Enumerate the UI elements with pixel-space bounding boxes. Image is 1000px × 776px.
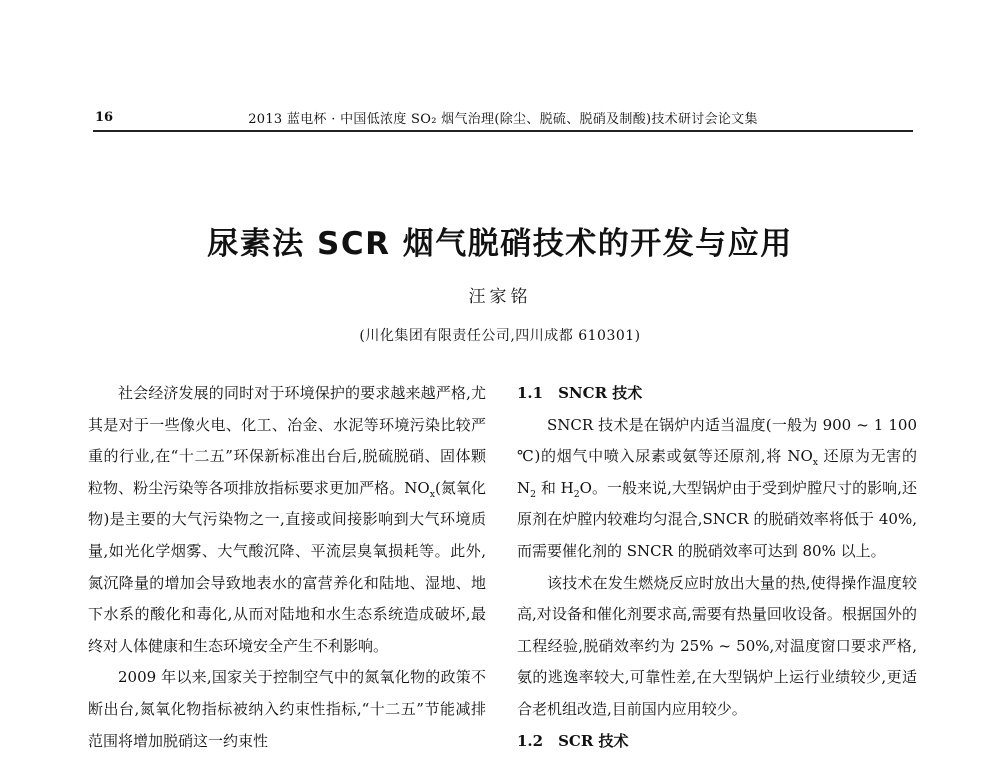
left-column — [88, 378, 486, 757]
section-heading-scr: 1.2 SCR 技术 — [517, 731, 629, 750]
left-paragraph-1: 社会经济发展的同时对于环境保护的要求越来越严格,尤其是对于一些像火电、化工、冶金、水泥等环境污染比较严重的行业,在“十二五”环保新标准出台后,脱硫脱硝、固体颗粒物、粉尘污染等各项排放指标要求更加严格。$NO_x$(氮氧化物)是主要的大气污染物之一,直接或间接影响到大气环境质量,如光化学烟雾、大气酸沉降、平流层臭氧损耗等。此外,氮沉降量的增加会导致地表水的富营养化和陆地、湿地、地下水系的酸化和毒化,从而对陆地和水生态系统造成破坏,最终对人体健康和生态环境安全产生不利影响。 — [88, 384, 486, 655]
article-title: 尿素法 SCR 烟气脱硝技术的开发与应用 — [207, 226, 793, 262]
right-paragraph-1: SNCR 技术是在锅炉内适当温度(一般为 900 ~ 1 100 ℃)的烟气中喷入尿素或氨等还原剂,将 $NO_x$ 还原为无害的 $N_2$ 和 $H_2O$。一般来说,大型锅炉由于受到炉膛尺寸的影响,还原剂在炉膛内较难均匀混合,SNCR 的脱硝效率将低于 40%,而需要催化剂的 SNCR 的脱硝效率可达到 80% 以上。 — [517, 415, 917, 560]
running-title: 2013 蓝电杯 · 中国低浓度 SO₂ 烟气治理(除尘、脱硫、脱硝及制酸)技术研讨会论文集 — [248, 112, 758, 127]
page-header — [93, 104, 913, 132]
page-number: 16 — [95, 110, 114, 125]
article-author: 汪家铭 — [468, 287, 532, 307]
right-paragraph-2: 该技术在发生燃烧反应时放出大量的热,使得操作温度较高,对设备和催化剂要求高,需要有热量回收设备。根据国外的工程经验,脱硝效率约为 25% ~ 50%,对温度窗口要求严格,氨的逃逸率较大,可靠性差,在大型锅炉上运行业绩较少,更适合老机组改造,目前国内应用较少。 — [517, 573, 917, 718]
right-column — [517, 378, 917, 757]
section-heading-sncr: 1.1 SNCR 技术 — [517, 384, 643, 402]
header-rule — [93, 130, 913, 132]
left-paragraph-2: 2009 年以来,国家关于控制空气中的氮氧化物的政策不断出台,氮氧化物指标被纳入约束性指标,“十二五”节能减排范围将增加脱硝这一约束性 — [88, 668, 486, 750]
article-affiliation: (川化集团有限责任公司,四川成都 610301) — [359, 328, 641, 344]
